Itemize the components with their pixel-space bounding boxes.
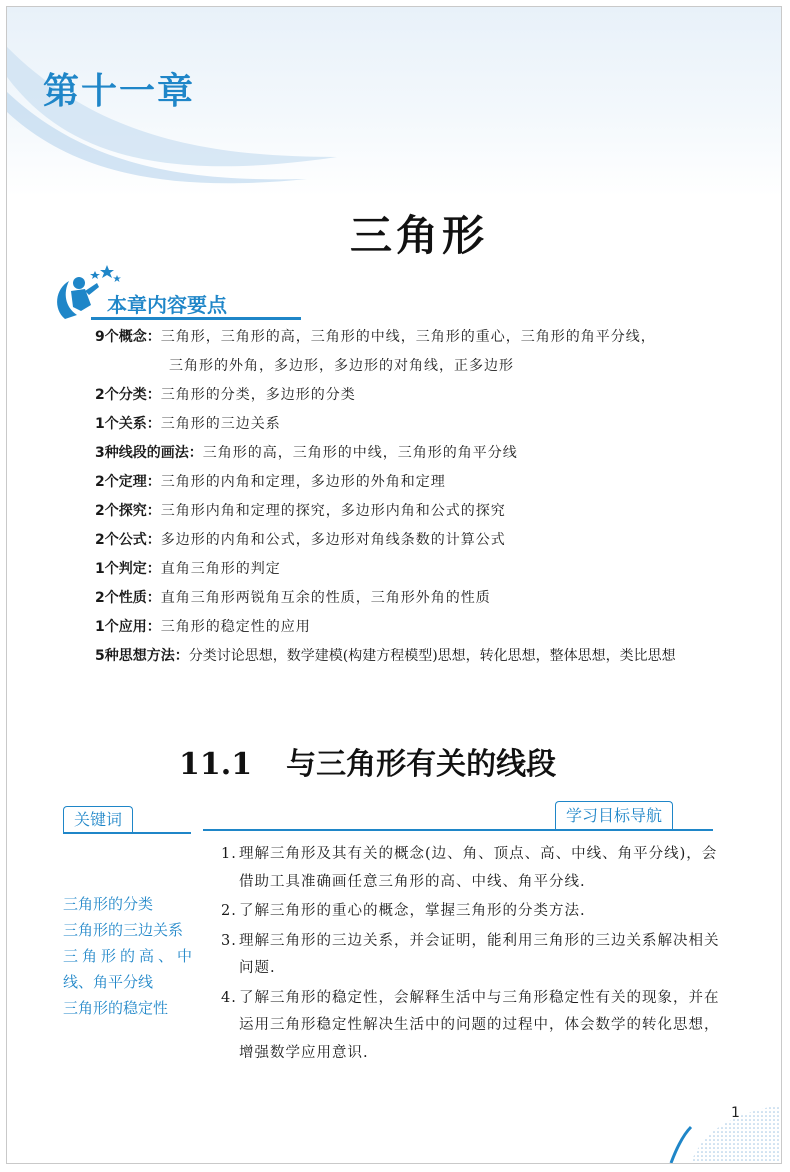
key-point-label: 1个判定： (95, 561, 161, 577)
key-point-text: 多边形的内角和公式，多边形对角线条数的计算公式 (160, 532, 506, 548)
key-point-item (95, 381, 775, 410)
goal-number: 4. (221, 989, 237, 1006)
key-point-item (95, 439, 775, 468)
keyword-item: 三角形的稳定性 (63, 999, 169, 1017)
keyword-item: 三角形的三边关系 (63, 921, 184, 939)
key-point-text: 三角形的高，三角形的中线，三角形的角平分线 (202, 445, 518, 461)
key-points-heading: 本章内容要点 (107, 293, 227, 317)
goal-text: 理解三角形的三边关系，并会证明，能利用三角形的三边关系解决相关问题. (239, 932, 720, 976)
key-point-item (95, 613, 775, 642)
goal-item (221, 841, 721, 896)
goal-text: 理解三角形及其有关的概念(边、角、顶点、高、中线、角平分线)，会借助工具准确画任意三角形的高、中线、角平分线. (239, 846, 718, 890)
goal-item (221, 928, 721, 983)
goal-number: 3. (221, 932, 237, 949)
chapter-label: 第十一章 (43, 71, 196, 112)
key-point-label: 2个分类： (95, 387, 161, 403)
goal-item (221, 898, 721, 926)
learning-goals-list (221, 841, 721, 1069)
key-point-label: 2个公式： (95, 532, 161, 548)
key-point-item (95, 526, 775, 555)
key-point-text: 直角三角形两锐角互余的性质，三角形外角的性质 (160, 590, 491, 606)
key-point-text: 三角形的稳定性的应用 (160, 619, 311, 635)
key-point-text: 三角形的内角和定理，多边形的外角和定理 (160, 474, 446, 490)
section-title (179, 739, 556, 783)
key-point-item (95, 497, 775, 526)
key-point-label: 9个概念： (95, 329, 161, 345)
key-point-text: 分类讨论思想，数学建模(构建方程模型)思想，转化思想，整体思想，类比思想 (188, 648, 676, 664)
page-corner-decoration (661, 1083, 781, 1163)
key-point-label: 2个性质： (95, 590, 161, 606)
keyword-item: 三角形的分类 (63, 895, 154, 913)
page-number: 1 (731, 1105, 740, 1121)
key-point-text: 直角三角形的判定 (160, 561, 281, 577)
key-point-item (95, 555, 775, 584)
keywords-list (63, 891, 213, 1021)
goal-number: 2. (221, 903, 237, 919)
keywords-tab: 关键词 (63, 806, 133, 833)
key-point-item (95, 584, 775, 613)
key-point-label: 5种思想方法： (95, 648, 189, 664)
key-point-item (95, 410, 775, 439)
section-number: 11.1 (179, 747, 253, 782)
key-point-item (95, 642, 775, 671)
key-point-item (95, 468, 775, 497)
goal-item (221, 985, 721, 1068)
page (6, 6, 782, 1164)
key-point-continuation: 三角形的外角，多边形，多边形的对角线，正多边形 (169, 358, 514, 374)
goal-text: 了解三角形的重心的概念，掌握三角形的分类方法. (239, 903, 586, 919)
key-point-label: 1个应用： (95, 619, 161, 635)
key-point-label: 2个探究： (95, 503, 161, 519)
key-point-text: 三角形的分类，多边形的分类 (160, 387, 356, 403)
keywords-underline (63, 832, 191, 834)
key-point-text: 三角形的三边关系 (160, 416, 281, 432)
key-points-list (95, 323, 775, 671)
key-point-label: 2个定理： (95, 474, 161, 490)
key-point-text: 三角形内角和定理的探究，多边形内角和公式的探究 (160, 503, 506, 519)
key-point-text: 三角形，三角形的高，三角形的中线，三角形的重心，三角形的角平分线， (160, 329, 656, 345)
learning-goals-underline (203, 829, 713, 831)
goal-number: 1. (221, 846, 237, 862)
goal-text: 了解三角形的稳定性，会解释生活中与三角形稳定性有关的现象，并在运用三角形稳定性解决生活中的问题的过程中，体会数学的转化思想，增强数学应用意识. (239, 989, 720, 1061)
chapter-title: 三角形 (349, 211, 488, 260)
key-point-label: 3种线段的画法： (95, 445, 203, 461)
learning-goals-tab: 学习目标导航 (555, 801, 673, 830)
key-point-item (95, 323, 775, 352)
keyword-item: 三角形的高、中 (63, 947, 197, 965)
key-point-label: 1个关系： (95, 416, 161, 432)
keyword-item: 线、角平分线 (63, 973, 154, 991)
section-title-text: 与三角形有关的线段 (286, 747, 557, 782)
key-points-underline (91, 317, 301, 320)
